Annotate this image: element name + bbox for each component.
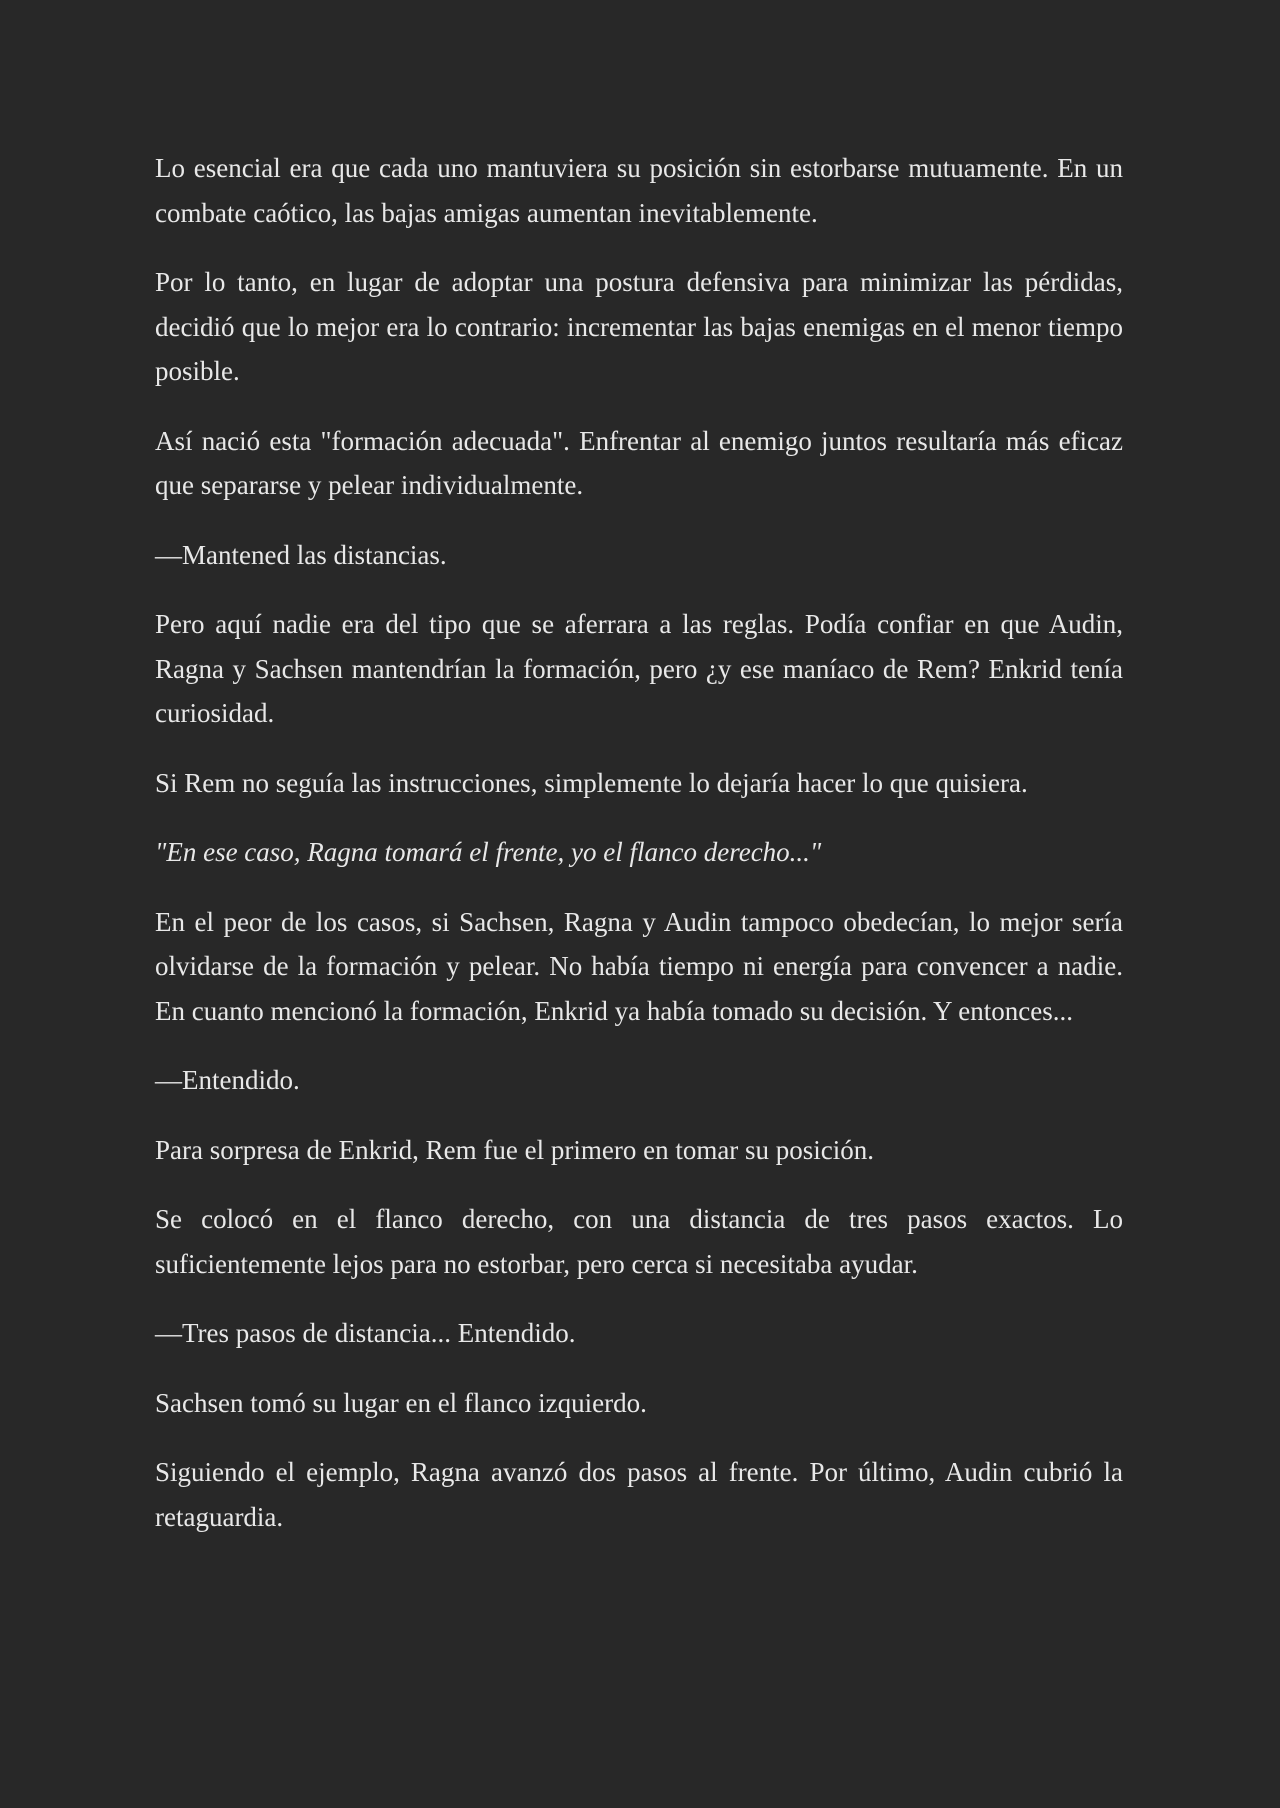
- paragraph: Se colocó en el flanco derecho, con una distancia de tres pasos exactos. Lo suficientemente lejos para no estorbar, pero cerca si necesitaba ayudar.: [155, 1204, 1123, 1279]
- dialogue-line: —Entendido.: [155, 1065, 300, 1095]
- paragraph: Pero aquí nadie era del tipo que se aferrara a las reglas. Podía confiar en que Audin, Ragna y Sachsen mantendrían la formación, pero ¿y ese maníaco de Rem? Enkrid tenía curiosidad.: [155, 609, 1123, 728]
- dialogue-line: —Tres pasos de distancia... Entendido.: [155, 1318, 576, 1348]
- paragraph: Siguiendo el ejemplo, Ragna avanzó dos pasos al frente. Por último, Audin cubrió la retaguardia.: [155, 1457, 1123, 1532]
- dialogue-line: —Mantened las distancias.: [155, 539, 447, 570]
- paragraph: Lo esencial era que cada uno mantuviera su posición sin estorbarse mutuamente. En un combate caótico, las bajas amigas aumentan inevitablemente.: [155, 153, 1123, 228]
- paragraph: Para sorpresa de Enkrid, Rem fue el primero en tomar su posición.: [155, 1134, 875, 1165]
- paragraph: En el peor de los casos, si Sachsen, Ragna y Audin tampoco obedecían, lo mejor sería olvidarse de la formación y pelear. No había tiempo ni energía para convencer a nadie. En cuanto mencionó la formación, Enkrid ya había tomado su decisión. Y entonces...: [155, 906, 1123, 1026]
- paragraph: Si Rem no seguía las instrucciones, simplemente lo dejaría hacer lo que quisiera.: [155, 767, 1028, 798]
- inner-thought: "En ese caso, Ragna tomará el frente, yo el flanco derecho...": [155, 837, 822, 867]
- chapter-text: [155, 146, 1123, 1564]
- paragraph: Por lo tanto, en lugar de adoptar una postura defensiva para minimizar las pérdidas, decidió que lo mejor era lo contrario: incrementar las bajas enemigas en el menor tiempo posible.: [155, 267, 1123, 386]
- paragraph: Sachsen tomó su lugar en el flanco izquierdo.: [155, 1387, 647, 1418]
- paragraph: Así nació esta "formación adecuada". Enfrentar al enemigo juntos resultaría más eficaz que separarse y pelear individualmente.: [155, 425, 1123, 500]
